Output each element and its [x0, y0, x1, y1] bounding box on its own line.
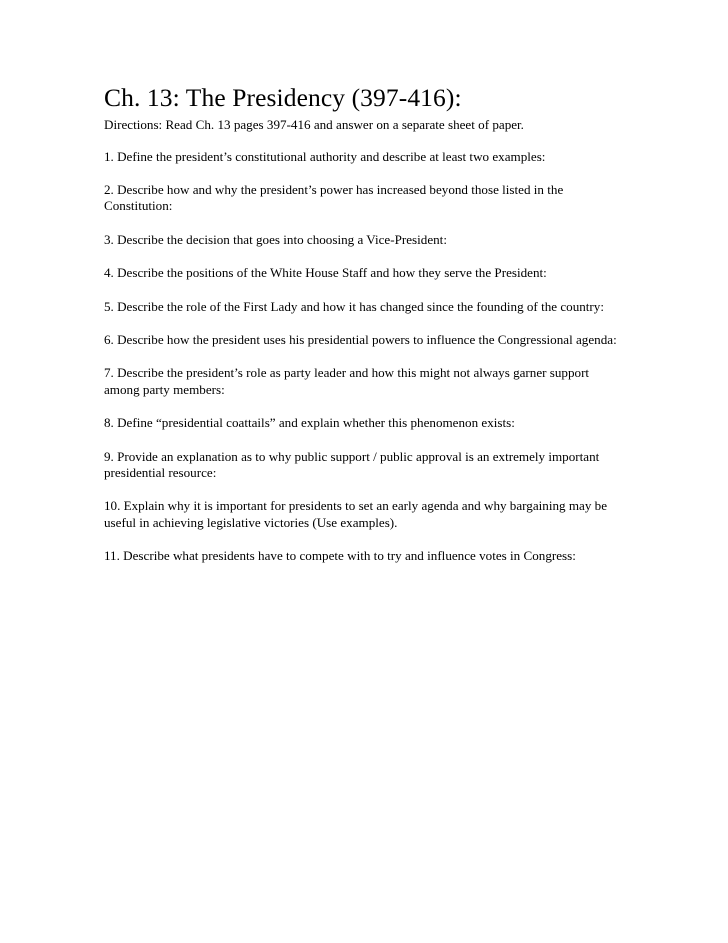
question-item: 8. Define “presidential coattails” and explain whether this phenomenon exists: [104, 415, 515, 431]
question-list [104, 149, 622, 565]
question-item: 3. Describe the decision that goes into choosing a Vice-President: [104, 231, 447, 247]
question-item: 7. Describe the president’s role as party leader and how this might not always garner support among party members: [104, 365, 590, 397]
question-item: 9. Provide an explanation as to why public support / public approval is an extremely important presidential resource: [104, 448, 600, 481]
question-item: 2. Describe how and why the president’s power has increased beyond those listed in the Constitution: [104, 181, 564, 214]
question-item: 5. Describe the role of the First Lady and how it has changed since the founding of the country: [104, 298, 604, 314]
question-item: 10. Explain why it is important for presidents to set an early agenda and why bargaining may be useful in achieving legislative victories (Use examples). [104, 498, 608, 530]
question-item: 6. Describe how the president uses his presidential powers to influence the Congressional agenda: [104, 331, 617, 347]
document-body [104, 84, 622, 565]
question-item: 1. Define the president’s constitutional authority and describe at least two examples: [104, 148, 546, 164]
page-title: Ch. 13: The Presidency (397-416): [104, 83, 462, 112]
question-item: 4. Describe the positions of the White House Staff and how they serve the President: [104, 265, 547, 281]
question-item: 11. Describe what presidents have to compete with to try and influence votes in Congress: [104, 548, 576, 564]
directions-line: Directions: Read Ch. 13 pages 397-416 and answer on a separate sheet of paper. [104, 116, 524, 132]
